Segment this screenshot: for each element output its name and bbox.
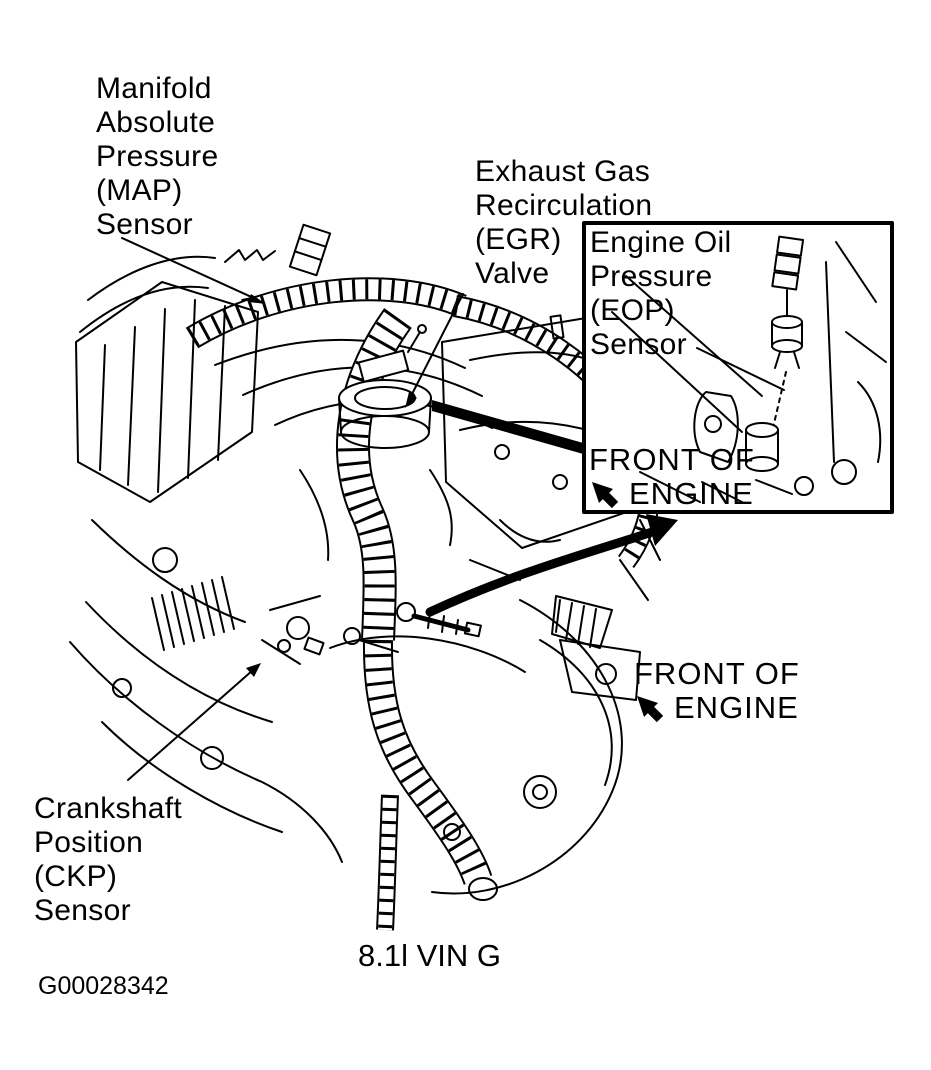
front-of-engine-inset-label	[589, 443, 755, 511]
front-arrow-icon	[589, 479, 619, 509]
ckp-sensor-art	[262, 596, 324, 664]
eop-label-line: Sensor	[590, 328, 687, 361]
front-inset-line: ENGINE	[629, 476, 754, 511]
front-inset-line: FRONT OF	[589, 442, 755, 477]
map-label-line: (MAP)	[96, 174, 183, 207]
front-main-line: ENGINE	[674, 690, 799, 725]
map-label-line: Absolute	[96, 106, 216, 139]
ckp-label-line: Position	[34, 826, 144, 859]
map-sensor-label	[96, 72, 218, 242]
ckp-leader-line	[128, 663, 261, 780]
front-arrow-icon	[634, 693, 664, 723]
ckp-label-line: (CKP)	[34, 860, 118, 893]
map-label-line: Sensor	[96, 208, 193, 241]
map-label-line: Manifold	[96, 72, 212, 105]
egr-label-line: (EGR)	[475, 223, 562, 256]
eop-sensor-label	[590, 226, 731, 362]
coil-connector-icon	[290, 225, 330, 275]
ckp-label-line: Crankshaft	[34, 792, 183, 825]
map-label-line: Pressure	[96, 140, 219, 173]
ckp-sensor-label	[34, 792, 182, 928]
egr-label-line: Recirculation	[475, 189, 653, 222]
egr-label-line: Valve	[475, 257, 550, 290]
egr-leader-line	[405, 294, 463, 408]
front-of-engine-label	[634, 657, 800, 725]
ckp-label-line: Sensor	[34, 894, 131, 927]
eop-label-line: Pressure	[590, 260, 713, 293]
eop-label-line: Engine Oil	[590, 226, 732, 259]
front-main-line: FRONT OF	[634, 656, 800, 691]
figure-id: G00028342	[38, 972, 169, 1000]
figure-caption: 8.1l VIN G	[358, 938, 501, 973]
eop-label-line: (EOP)	[590, 294, 675, 327]
egr-label-line: Exhaust Gas	[475, 155, 651, 188]
